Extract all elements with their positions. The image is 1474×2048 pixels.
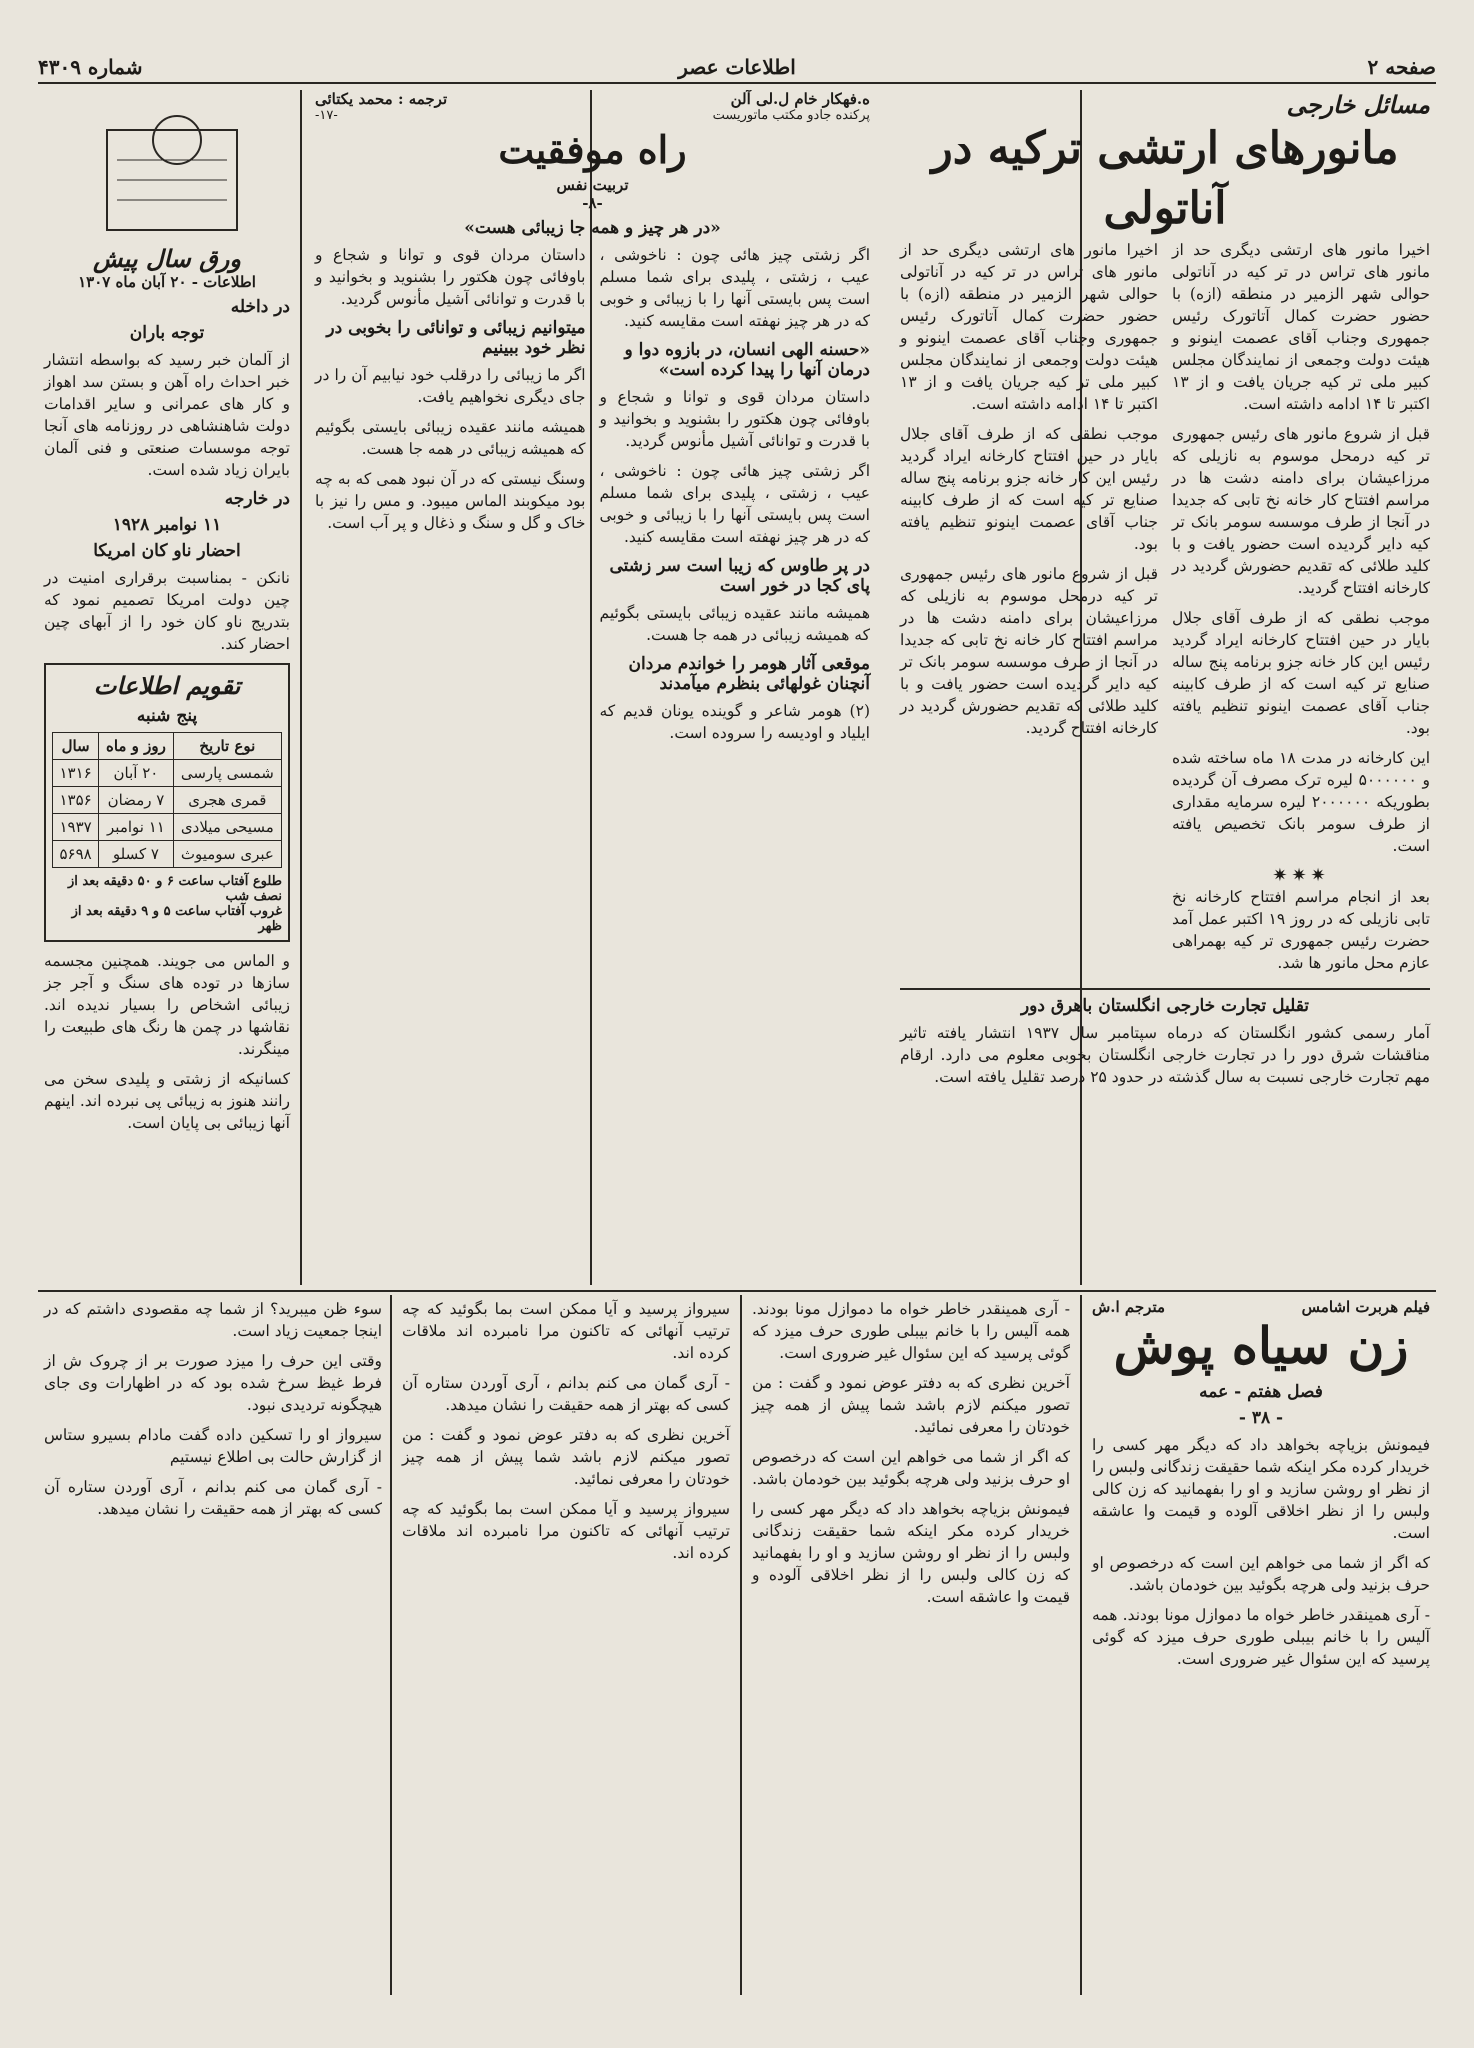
section-headline: میتوانیم زیبائی و توانائی را بخوبی در نظر خود ببینیم — [326, 318, 586, 358]
column-rule — [300, 90, 302, 1285]
calendar-header: نوع تاریخ — [173, 733, 281, 760]
weekday: پنج شنبه — [136, 706, 198, 726]
calendar-cell: مسیحی میلادی — [173, 814, 281, 841]
section-headline: «در هر چیز و همه جا زیبائی هست» — [464, 218, 721, 238]
serial-paragraph: سیرواز پرسید و آیا ممکن است بما بگوئید که چه ترتیب آنهائی که تاکنون مرا نامبرده اند ملاقات کرده اند. — [402, 1500, 730, 1562]
left-sidebar — [38, 90, 296, 1285]
article-paragraph: داستان مردان قوی و توانا و شجاع و باوفائی چون هکتور را بشنوید و بخوانید و با قدرت و توانائی آشیل مأنوس گردید. — [315, 246, 586, 308]
divider — [900, 988, 1430, 990]
retro-date: اطلاعات - ۲۰ آبان ماه ۱۳۰۷ — [78, 273, 256, 291]
abroad-headline: احضار ناو کان امریکا — [93, 541, 241, 561]
page-number: صفحه ۲ — [1367, 55, 1436, 79]
serial-paragraph: فیمونش بزیاچه بخواهد داد که دیگر مهر کسی را خریدار کرده مکر اینکه شما حقیقت زندگانی ولبس را از نظر او روشن سازید و او را بفهمانید که زن کالی ولبس را از نظر اخلاقی آلوده و قیمت وا عاشقه است. — [1092, 1436, 1430, 1542]
column-rule — [390, 1295, 392, 1995]
issue-number: شماره ۴۳۰۹ — [38, 55, 143, 79]
article-paragraph: اگر ما زیبائی را درقلب خود نیابیم آن را در جای دیگری نخواهیم یافت. — [315, 366, 586, 406]
table-row — [53, 841, 282, 868]
serial-paragraph: آخرین نظری که به دفتر عوض نمود و گفت : من تصور میکنم لازم باشد شما پیش از همه چیز خودتان را معرفی نمائید. — [752, 1374, 1070, 1436]
article-paragraph: همیشه مانند عقیده زیبائی بایستی بگوئیم که همیشه زیبائی در همه جا هست. — [315, 418, 586, 458]
sunrise-line: طلوع آفتاب ساعت ۶ و ۵۰ دقیقه بعد از نصف شب — [68, 874, 282, 904]
masthead — [38, 52, 1436, 84]
table-row — [53, 814, 282, 841]
calendar-cell: ۱۹۳۷ — [53, 814, 99, 841]
serial-paragraph: فیمونش بزیاچه بخواهد داد که دیگر مهر کسی را خریدار کرده مکر اینکه شما حقیقت زندگانی ولبس را از نظر او روشن سازید و او را بفهمانید که زن کالی ولبس را از نظر اخلاقی آلوده و قیمت وا عاشقه است. — [752, 1500, 1070, 1606]
serial-paragraph: آخرین نظری که به دفتر عوض نمود و گفت : من تصور میکنم لازم باشد شما پیش از همه چیز خودتان را معرفی نمائید. — [402, 1426, 730, 1488]
article-paragraph: (۲) هومر شاعر و گوینده یونان قدیم که ایلیاد و اودیسه را سروده است. — [599, 702, 870, 742]
serial-paragraph: که اگر از شما می خواهم این است که درخصوص او حرف بزنید ولی هرچه بگوئید بین خودمان باشد. — [1092, 1554, 1430, 1594]
serial-paragraph: سیرواز او را تسکین داده گفت مادام بسیرو ستاس از گزارش حالت بی اطلاع نیستیم — [44, 1426, 382, 1466]
article-paragraph: قبل از شروع مانور های رئیس جمهوری تر کیه درمحل موسوم به نازیلی که مرزاعیشان برای دامنه دشت ها در مراسم افتتاح کار خانه نخ تابی که جدیدا در آنجا از طرف موسسه سومر بانک تر کیه دایر گردیده است حضور یافت و با کلید طلائی که تقدیم حضورش گردید در کارخانه افتتاح گردید. — [1172, 425, 1430, 597]
sidebar-paragraph: کسانیکه از زشتی و پلیدی سخن می رانند هنوز به زیبائی پی نبرده اند. اینهم آنها زیبائی بی پایان است. — [44, 1070, 290, 1132]
section-headline: در پر طاوس که زیبا است سر زشتی پای کجا در خور است — [609, 556, 870, 596]
domestic-headline: توجه باران — [129, 323, 205, 343]
serial-paragraph: - آری همینقدر خاطر خواه ما دموازل مونا بودند. همه آلیس را با خانم بیبلی طوری حرف میزد که گوئی پرسید که این سئوال غیر ضروری است. — [752, 1300, 1070, 1362]
serial-paragraph: - آری گمان می کنم بدانم ، آری آوردن ستاره آن کسی که بهتر از همه حقیقت را نشان میدهد. — [44, 1478, 382, 1518]
abroad-paragraph: نانکن - بمناسبت برقراری امنیت در چین دولت امریکا تصمیم نمود که بتدریج ناو کان خود را از آبهای چین احضار کند. — [44, 569, 290, 653]
road-to-success-article — [305, 90, 880, 1285]
sidebar-paragraph: و الماس می جویند. همچنین مجسمه سازها در توده های سنگ و آجر جز زیبائی اشخاص را بسیار ندیده اند. نقاشها در چمن ها رنگ های طبیعت را مینگرند. — [44, 952, 290, 1058]
article-paragraph: قبل از شروع مانور های رئیس جمهوری تر کیه درمحل موسوم به نازیلی که مرزاعیشان برای دامنه دشت ها در مراسم افتتاح کار خانه نخ تابی که جدیدا در آنجا از طرف موسسه سومر بانک تر کیه دایر گردیده است حضور یافت و با کلید طلائی که تقدیم حضورش گردید در کارخانه افتتاح گردید. — [900, 565, 1158, 737]
column-rule — [740, 1295, 742, 1995]
abroad-label: در خارجه — [224, 489, 290, 509]
serial-woman-in-black — [1086, 1298, 1436, 1998]
calendar-table — [52, 732, 282, 868]
table-row — [53, 760, 282, 787]
serial-column — [396, 1298, 736, 1998]
serial-paragraph: - آری همینقدر خاطر خواه ما دموازل مونا بودند. همه آلیس را با خانم بیبلی طوری حرف میزد که گوئی پرسید که این سئوال غیر ضروری است. — [1092, 1606, 1430, 1668]
serial-column — [746, 1298, 1076, 1998]
serial-paragraph: سوء ظن میبرید؟ از شما چه مقصودی داشتم که در اینجا جمعیت زیاد است. — [44, 1300, 382, 1340]
column-rule — [1080, 1295, 1082, 1995]
translator-line: ترجمه : محمد یکتائی — [315, 90, 448, 108]
episode-number: -۱۷- — [315, 108, 338, 123]
serial-column — [38, 1298, 388, 1998]
calendar-cell: ۲۰ آبان — [99, 760, 173, 787]
section-label: مسائل خارجی — [1286, 90, 1430, 119]
calendar-cell: ۵۶۹۸ — [53, 841, 99, 868]
calendar-cell: ۱۳۵۶ — [53, 787, 99, 814]
article-paragraph: داستان مردان قوی و توانا و شجاع و باوفائی چون هکتور را بشنوید و بخوانید و با قدرت و توانائی آشیل مأنوس گردید. — [599, 388, 870, 450]
author-line: ه.فهکار خام ل.لی آلن — [730, 90, 870, 108]
article-paragraph: اخیرا مانور های ارتشی دیگری حد از مانور های تراس در تر کیه در آناتولی حوالی شهر الزمیر در منطقه (ازه) با حضور حضرت کمال آتاتورک رئیس جمهوری وجناب آقای عصمت اینونو و هیئت دولت وجمعی از نمایندگان مجلس کبیر ملی تر کیه جریان یافت و از ۱۳ اکتبر تا ۱۴ ادامه داشته است. — [900, 241, 1158, 413]
serial-paragraph: وقتی این حرف را میزد صورت بر از چروک ش از فرط غیظ سرخ شده بود که در اظهارات وی جای هیچگونه تردیدی نبود. — [44, 1352, 382, 1414]
abroad-date: ۱۱ نوامبر ۱۹۲۸ — [112, 515, 222, 535]
section-number: -۸- — [582, 194, 603, 212]
calendar-cell: ۷ کسلو — [99, 841, 173, 868]
foreign-affairs-article — [890, 90, 1440, 1285]
calendar-cell: ۱۱ نوامبر — [99, 814, 173, 841]
fold-rule — [38, 1290, 1436, 1292]
paper-name: اطلاعات عصر — [678, 55, 796, 79]
article-paragraph: موجب نطقی که از طرف آقای جلال بایار در حین افتتاح کارخانه ایراد گردید رئیس این کار خانه جزو برنامه پنج ساله صنایع تر کیه است که از طرف کابینه جناب آقای عصمت اینونو تنظیم یافته بود. — [900, 425, 1158, 553]
article-paragraph: اگر زشتی چیز هائی چون : ناخوشی ، عیب ، زشتی ، پلیدی برای شما مسلم است پس بایستی آنها را با زیبائی و خوبی که در هر چیز نهفته است مقایسه کنید. — [599, 462, 870, 546]
school-line: پرکنده جادو مکتب ماتوریست — [712, 108, 870, 123]
quote: «حسنه الهی انسان، در بازوه دوا و درمان آنها را پیدا کرده است» — [624, 340, 870, 380]
serial-paragraph: سیرواز پرسید و آیا ممکن است بما بگوئید که چه ترتیب آنهائی که تاکنون مرا نامبرده اند ملاقات کرده اند. — [402, 1300, 730, 1362]
calendar-cell: ۷ رمضان — [99, 787, 173, 814]
serial-byline: فیلم هربرت اشامس — [1301, 1298, 1430, 1316]
article-paragraph: اخیرا مانور های ارتشی دیگری حد از مانور های تراس در تر کیه در آناتولی حوالی شهر الزمیر در منطقه (ازه) با حضور حضرت کمال آتاتورک رئیس جمهوری وجناب آقای عصمت اینونو و هیئت دولت وجمعی از نمایندگان مجلس کبیر ملی تر کیه جریان یافت و از ۱۳ اکتبر تا ۱۴ ادامه داشته است. — [1172, 241, 1430, 413]
article-title: راه موفقیت — [498, 127, 687, 172]
separator-stars: ✷✷✷ — [1272, 865, 1330, 886]
article-paragraph: وسنگ نیستی که در آن نبود همی که به چه بود میکوبند الماس میبود. و مس را نیز با خاک و گل و سنگ و ذغال و پر آب است. — [315, 470, 586, 532]
serial-paragraph: - آری گمان می کنم بدانم ، آری آوردن ستاره آن کسی که بهتر از همه حقیقت را نشان میدهد. — [402, 1374, 730, 1414]
trade-paragraph: آمار رسمی کشور انگلستان که درماه سپتامبر سال ۱۹۳۷ انتشار یافته تاثیر مناقشات شرق دور را در تجارت خارجی انگلستان بخوبی معلوم می دارد. ارقام مهم تجارت خارجی نسبت به سال گذشته در حدود ۲۵ درصد تقلیل یافته است. — [900, 1024, 1430, 1086]
article-title: مانورهای ارتشی ترکیه در آناتولی — [931, 123, 1399, 234]
calendar-box — [44, 663, 290, 942]
table-row — [53, 787, 282, 814]
domestic-paragraph: از آلمان خبر رسید که بواسطه انتشار خبر احداث راه آهن و بستن سد اهواز و کار های عمرانی و سایر اقدامات دولت شاهنشاهی در روزنامه های آنجا توجه موسسات صنعتی و فنی آلمان بایران زیاد شده است. — [44, 351, 290, 479]
serial-chapter: فصل هفتم - عمه — [1199, 1382, 1323, 1402]
section-headline: موقعی آثار هومر را خواندم مردان آنچنان غولهائی بنظرم میآمدند — [628, 654, 870, 694]
calendar-title: تقویم اطلاعات — [93, 671, 241, 700]
domestic-label: در داخله — [230, 297, 290, 317]
calendar-cell: قمری هجری — [173, 787, 281, 814]
illustration-figure — [44, 90, 290, 240]
calendar-header: روز و ماه — [99, 733, 173, 760]
serial-translator: مترجم ا.ش — [1092, 1298, 1166, 1316]
calendar-cell: عبری سومیوث — [173, 841, 281, 868]
calendar-cell: ۱۳۱۶ — [53, 760, 99, 787]
calendar-header: سال — [53, 733, 99, 760]
article-paragraph: این کارخانه در مدت ۱۸ ماه ساخته شده و ۵۰۰۰۰۰۰ لیره ترک مصرف آن گردیده بطوریکه ۲۰۰۰۰۰۰ لیره سرمایه مقداری از طرف سومر بانک تخصیص یافته است. — [1172, 749, 1431, 855]
article-paragraph: اگر زشتی چیز هائی چون : ناخوشی ، عیب ، زشتی ، پلیدی برای شما مسلم است پس بایستی آنها را با زیبائی و خوبی که در هر چیز نهفته است مقایسه کنید. — [599, 246, 870, 330]
serial-number: - ۳۸ - — [1238, 1408, 1284, 1428]
article-paragraph: بعد از انجام مراسم افتتاح کارخانه نخ تابی نازیلی که در روز ۱۹ اکتبر عمل آمد حضرت رئیس جمهوری تر کیه بهمراهی عازم محل مانور ها شد. — [1172, 888, 1430, 972]
sunset-line: غروب آفتاب ساعت ۵ و ۹ دقیقه بعد از ظهر — [71, 904, 282, 934]
trade-headline: تقلیل تجارت خارجی انگلستان باهرق دور — [1020, 996, 1310, 1016]
serial-paragraph: که اگر از شما می خواهم این است که درخصوص او حرف بزنید ولی هرچه بگوئید بین خودمان باشد. — [752, 1448, 1070, 1488]
calendar-cell: شمسی پارسی — [173, 760, 281, 787]
article-paragraph: موجب نطقی که از طرف آقای جلال بایار در حین افتتاح کارخانه ایراد گردید رئیس این کار خانه جزو برنامه پنج ساله صنایع تر کیه است که از طرف کابینه جناب آقای عصمت اینونو تنظیم یافته بود. — [1172, 609, 1430, 737]
article-paragraph: همیشه مانند عقیده زیبائی بایستی بگوئیم که همیشه زیبائی در همه جا هست. — [599, 604, 870, 644]
article-subtitle: تربیت نفس — [556, 176, 629, 194]
retro-title: ورق سال پیش — [93, 244, 241, 273]
serial-title: زن سیاه پوش — [1113, 1316, 1409, 1375]
